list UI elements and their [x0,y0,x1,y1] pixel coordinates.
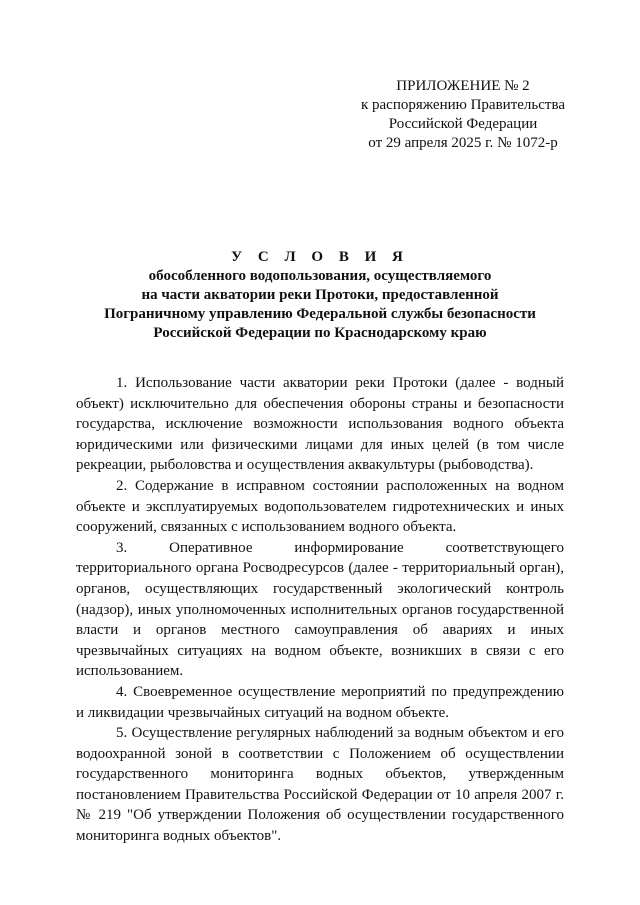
conditions-list [76,373,564,847]
condition-item-1: 1. Использование части акватории реки Протоки (далее - водный объект) исключительно для обеспечения обороны страны и безопасности государства, исключение возможности использования водного объекта юридическими или физическими лицами для иных целей (в том числе рекреации, рыболовства и осуществления аквакультуры (рыбоводства). [76,375,564,474]
appendix-reference: к распоряжению Правительства [360,97,565,113]
condition-item-5: 5. Осуществление регулярных наблюдений за водным объектом и его водоохранной зоной в соответствии с Положением об осуществлении государственного мониторинга водных объектов, утвержденным постановлением Правительства Российской Федерации от 10 апреля 2007 г. № 219 "Об утверждении Положения об осуществлении государственного мониторинга водных объектов". [76,725,564,845]
condition-item-4: 4. Своевременное осуществление мероприятий по предупреждению и ликвидации чрезвычайных ситуаций на водном объекте. [76,683,564,721]
title-line-4: Российской Федерации по Краснодарскому краю [153,325,487,341]
title-line-2: на части акватории реки Протоки, предоставленной [141,287,499,303]
document-title [60,247,580,343]
appendix-number: ПРИЛОЖЕНИЕ № 2 [396,78,530,94]
condition-item-3: 3. Оперативное информирование соответствующего территориального органа Росводресурсов (далее - территориальный орган), органов, осуществляющих государственный экологический контроль (надзор), иных уполномоченных исполнительных органов государственной власти и органов местного самоуправления об авариях и иных чрезвычайных ситуациях на водном объекте, возникших в связи с его использованием. [76,539,564,680]
appendix-header [353,77,573,153]
appendix-authority: Российской Федерации [388,116,538,132]
condition-item-2: 2. Содержание в исправном состоянии расположенных на водном объекте и эксплуатируемых водопользователем гидротехнических и иных сооружений, связанных с использованием водного объекта. [76,477,564,536]
title-heading: У С Л О В И Я [231,249,409,265]
title-line-3: Пограничному управлению Федеральной службы безопасности [104,306,536,322]
appendix-date: от 29 апреля 2025 г. № 1072-р [368,135,558,151]
title-line-1: обособленного водопользования, осуществляемого [148,268,492,284]
